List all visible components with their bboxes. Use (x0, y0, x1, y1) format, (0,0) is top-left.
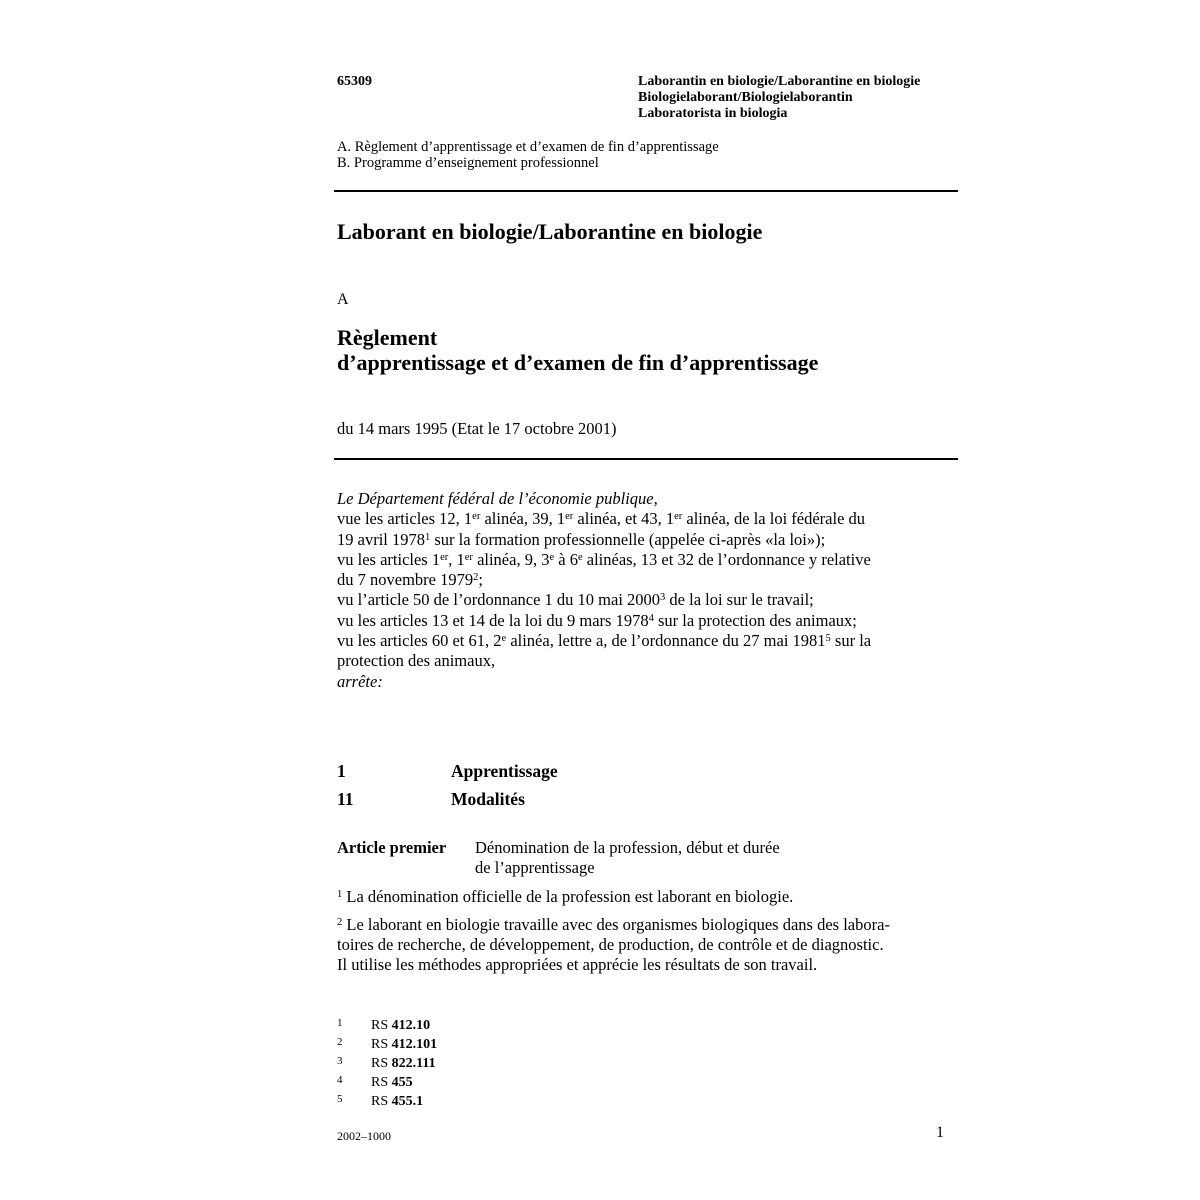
footnote-ref: 412.101 (391, 1037, 438, 1052)
paragraph-2 (337, 915, 959, 975)
footnote-number: 4 (337, 1074, 343, 1086)
preamble-decree: arrête: (337, 671, 383, 691)
footnote-prefix: RS (371, 1018, 392, 1033)
preamble (337, 489, 957, 692)
text: alinéa, 9, 3 (472, 549, 550, 569)
superscript: er (464, 551, 473, 563)
parts-list (337, 139, 719, 171)
superscript: e (577, 551, 583, 563)
text: Le laborant en biologie travaille avec des organismes biologiques dans des labora- (342, 915, 890, 934)
regulation-title-line-2: d’apprentissage et d’examen de fin d’apprentissage (337, 350, 819, 375)
footnote-number: 5 (337, 1093, 343, 1105)
text: sur la protection des animaux; (653, 610, 857, 630)
footnote-ref: 455 (391, 1075, 413, 1090)
footnotes (337, 1015, 437, 1110)
article-label: Article premier (337, 838, 447, 857)
text: du 7 novembre 1979 (337, 570, 474, 590)
superscript: er (472, 511, 481, 523)
footnote (337, 1053, 437, 1072)
footnote-ref: 455.1 (391, 1094, 424, 1109)
preamble-line (337, 611, 957, 631)
paragraph-number: 2 (337, 917, 343, 928)
preamble-line: protection des animaux, (337, 651, 496, 671)
divider-middle (334, 458, 958, 460)
page-number: 1 (936, 1124, 944, 1141)
footnote-number: 2 (337, 1036, 343, 1048)
part-letter: A (337, 291, 349, 308)
text: sur la formation professionnelle (appelée ci-après «la loi»); (430, 529, 826, 549)
text: vu les articles 60 et 61, 2 (337, 631, 502, 651)
footnote-number: 1 (337, 1017, 343, 1029)
article-title-line-2: de l’apprentissage (475, 858, 595, 877)
text: de la loi sur le travail; (665, 590, 814, 610)
footnote-ref: 822.111 (391, 1056, 436, 1071)
text: sur la (830, 631, 872, 651)
text: ; (478, 570, 483, 590)
preamble-line (337, 590, 957, 610)
section-number: 1 (337, 761, 346, 781)
text: alinéa, et 43, 1 (573, 509, 675, 529)
footnote-prefix: RS (371, 1075, 392, 1090)
part-a-line: A. Règlement d’apprentissage et d’examen de fin d’apprentissage (337, 139, 719, 155)
footnote-ref: 412.10 (391, 1018, 431, 1033)
preamble-authority: Le Département fédéral de l’économie publique, (337, 489, 658, 508)
header-titles (638, 74, 920, 122)
part-b-line: B. Programme d’enseignement professionnel (337, 155, 599, 171)
footnote-prefix: RS (371, 1094, 392, 1109)
footnote-number: 3 (337, 1055, 343, 1067)
superscript: e (501, 633, 507, 645)
article-title (475, 838, 780, 878)
footnote (337, 1091, 437, 1110)
text: alinéa, de la loi fédérale du (682, 509, 866, 529)
article-title-line-1: Dénomination de la profession, début et durée (475, 838, 780, 857)
divider-top (334, 190, 958, 192)
text: vu les articles 13 et 14 de la loi du 9 mars 1978 (337, 610, 649, 630)
preamble-line (337, 570, 957, 590)
preamble-line (337, 550, 957, 570)
paragraph-text: La dénomination officielle de la profession est laborant en biologie. (342, 887, 794, 906)
text: à 6 (554, 549, 578, 569)
text: alinéa, 39, 1 (480, 509, 566, 529)
superscript: er (674, 511, 683, 523)
preamble-line (337, 631, 957, 651)
footnote-ref: 3 (660, 592, 666, 604)
title-it: Laboratorista in biologia (638, 106, 788, 121)
text: alinéas, 13 et 32 de l’ordonnance y relative (582, 549, 871, 569)
regulation-title (337, 325, 818, 375)
footnote (337, 1015, 437, 1034)
text: 19 avril 1978 (337, 529, 425, 549)
section-title: Modalités (451, 789, 525, 809)
preamble-line (337, 509, 957, 529)
paragraph-1 (337, 887, 959, 907)
section-heading-1 (337, 761, 558, 782)
text: , 1 (448, 549, 465, 569)
paragraph-number: 1 (337, 889, 343, 900)
regulation-title-line-1: Règlement (337, 325, 438, 350)
preamble-line (337, 530, 957, 550)
superscript: er (440, 551, 449, 563)
date-line: du 14 mars 1995 (Etat le 17 octobre 2001) (337, 419, 617, 438)
section-heading-11 (337, 789, 525, 810)
paragraph-line (337, 915, 959, 935)
text: alinéa, lettre a, de l’ordonnance du 27 mai 1981 (506, 631, 826, 651)
title-fr: Laborantin en biologie/Laborantine en biologie (638, 74, 921, 89)
section-title: Apprentissage (451, 761, 558, 781)
paragraph-line: toires de recherche, de développement, de production, de contrôle et de diagnostic. (337, 935, 884, 954)
footnote-ref: 5 (825, 633, 831, 645)
main-title: Laborant en biologie/Laborantine en biologie (337, 219, 763, 244)
text: vu l’article 50 de l’ordonnance 1 du 10 mai 2000 (337, 590, 661, 610)
superscript: e (549, 551, 555, 563)
footer-doc-number: 2002–1000 (337, 1129, 391, 1143)
title-de: Biologielaborant/Biologielaborantin (638, 90, 853, 105)
section-number: 11 (337, 789, 354, 809)
footnote-ref: 4 (648, 612, 654, 624)
footnote-prefix: RS (371, 1056, 392, 1071)
footnote (337, 1034, 437, 1053)
paragraph-line: Il utilise les méthodes appropriées et apprécie les résultats de son travail. (337, 955, 818, 974)
footnote (337, 1072, 437, 1091)
document-code: 65309 (337, 74, 372, 89)
footnote-ref: 1 (425, 531, 431, 543)
footnote-ref: 2 (473, 572, 479, 584)
text: vue les articles 12, 1 (337, 509, 473, 529)
superscript: er (565, 511, 574, 523)
footnote-prefix: RS (371, 1037, 392, 1052)
text: vu les articles 1 (337, 549, 441, 569)
